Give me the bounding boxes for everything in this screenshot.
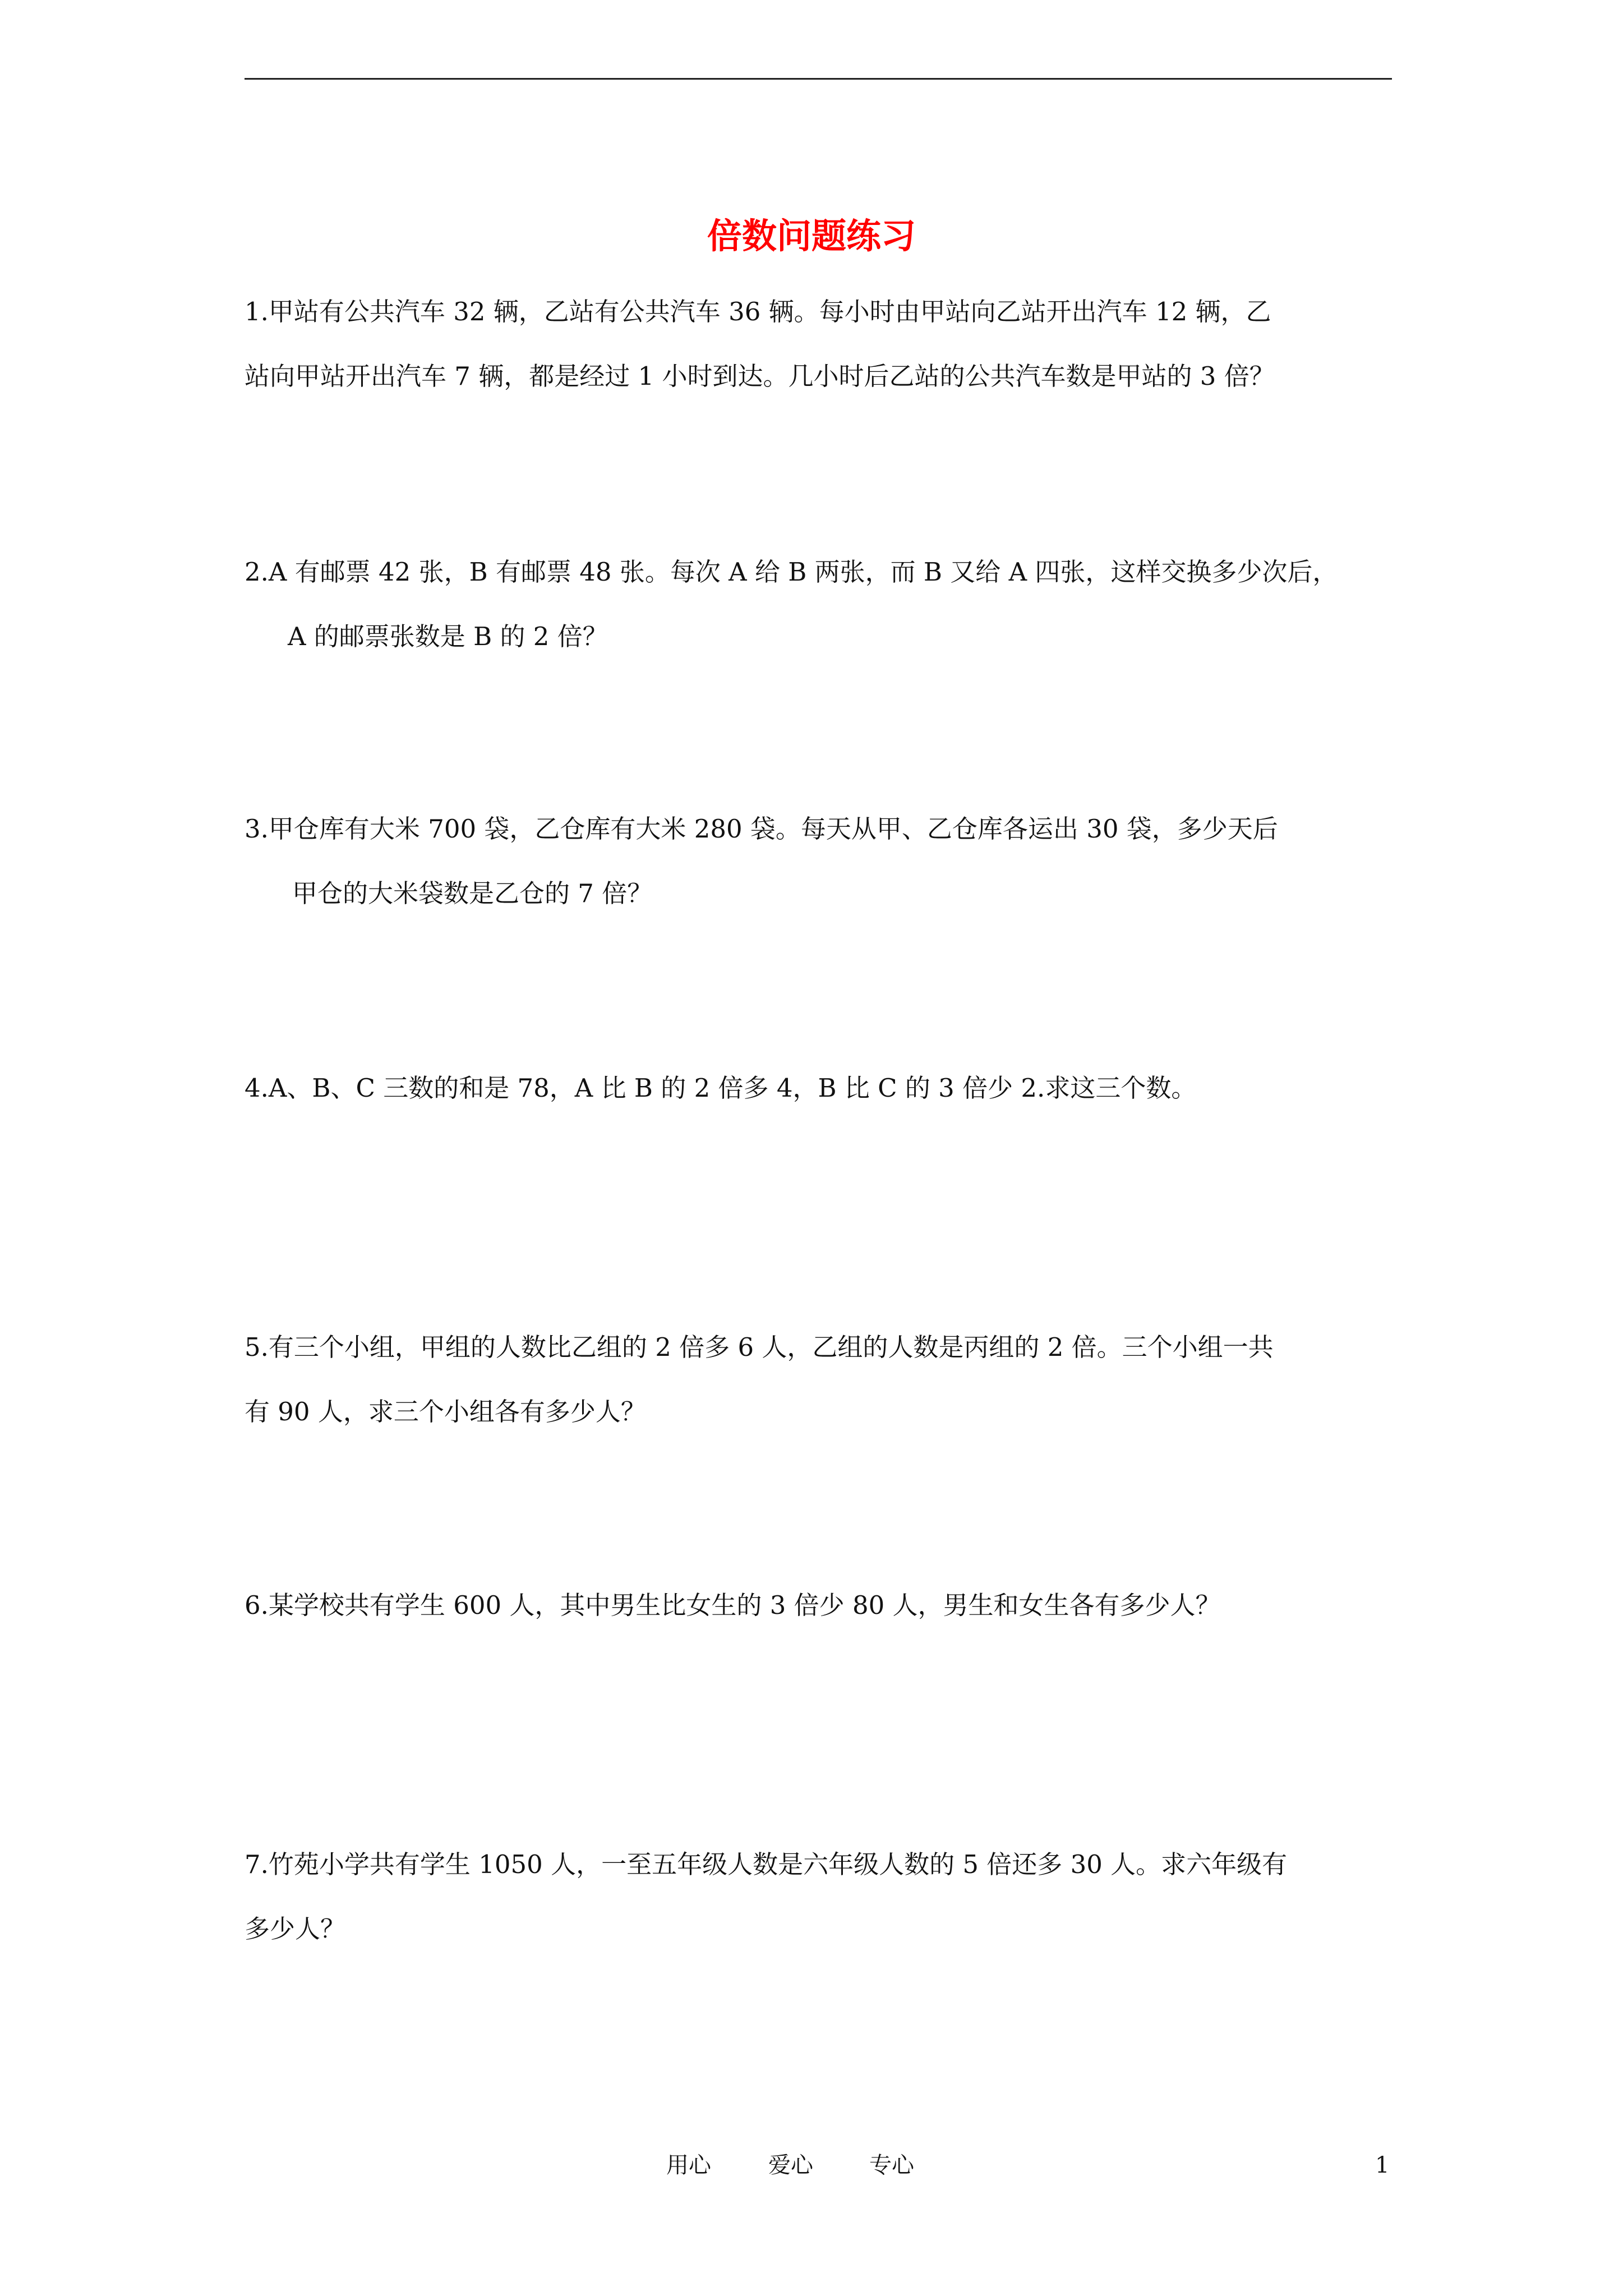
question-line: 5.有三个小组，甲组的人数比乙组的 2 倍多 6 人，乙组的人数是丙组的 2 倍。三个小组一共 xyxy=(245,1332,1274,1362)
question-line: 多少人？ xyxy=(245,1914,346,1944)
header-rule xyxy=(245,78,1392,80)
question-line: 站向甲站开出汽车 7 辆，都是经过 1 小时到达。几小时后乙站的公共汽车数是甲站的 3 倍？ xyxy=(245,361,1275,391)
question-line: 3.甲仓库有大米 700 袋，乙仓库有大米 280 袋。每天从甲、乙仓库各运出 30 袋，多少天后 xyxy=(245,814,1278,844)
footer-motto-2: 爱心 xyxy=(768,2152,813,2178)
question-line: 7.竹苑小学共有学生 1050 人，一至五年级人数是六年级人数的 5 倍还多 30 人。求六年级有 xyxy=(245,1849,1288,1879)
question-line: 甲仓的大米袋数是乙仓的 7 倍？ xyxy=(292,878,653,908)
question-line: 4.A、B、C 三数的和是 78，A 比 B 的 2 倍多 4，B 比 C 的 3 倍少 2.求这三个数。 xyxy=(245,1073,1197,1103)
footer-motto-1: 用心 xyxy=(666,2152,711,2178)
question-line: 1.甲站有公共汽车 32 辆，乙站有公共汽车 36 辆。每小时由甲站向乙站开出汽车 12 辆，乙 xyxy=(245,297,1271,326)
page-number: 1 xyxy=(1375,2152,1390,2178)
question-line: A 的邮票张数是 B 的 2 倍？ xyxy=(288,622,608,651)
page-title: 倍数问题练习 xyxy=(707,215,916,256)
question-line: 6.某学校共有学生 600 人，其中男生比女生的 3 倍少 80 人，男生和女生各有多少人？ xyxy=(245,1590,1221,1620)
question-line: 2.A 有邮票 42 张，B 有邮票 48 张。每次 A 给 B 两张，而 B 又给 A 四张，这样交换多少次后， xyxy=(245,557,1338,587)
footer-motto-3: 专心 xyxy=(869,2152,914,2178)
question-line: 有 90 人，求三个小组各有多少人？ xyxy=(245,1397,646,1427)
